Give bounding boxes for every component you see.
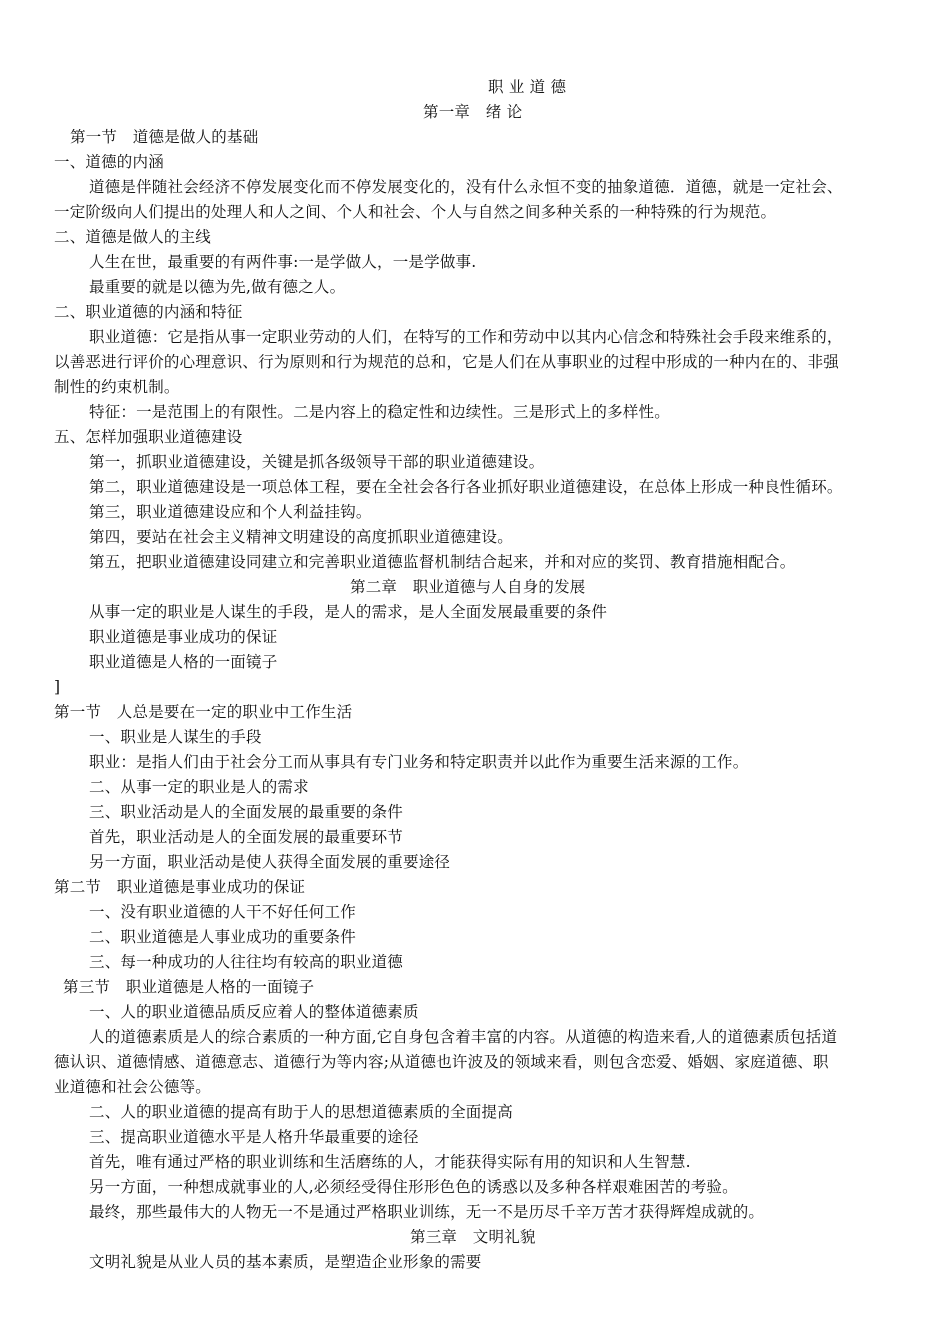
paragraph-line: 制性的约束机制。 [54,378,180,396]
paragraph-line: 一、人的职业道德品质反应着人的整体道德素质 [89,1003,419,1021]
paragraph-line: 最重要的就是以德为先,做有德之人。 [89,278,346,296]
paragraph-line: 职业：是指人们由于社会分工而从事具有专门业务和特定职责并以此作为重要生活来源的工作。 [89,753,749,771]
paragraph-line: 职业道德：它是指从事一定职业劳动的人们，在特写的工作和劳动中以其内心信念和特殊社会手段来维系的， [89,328,843,346]
paragraph-line: 一、没有职业道德的人干不好任何工作 [89,903,356,921]
paragraph-line: 第一，抓职业道德建设，关键是抓各级领导干部的职业道德建设。 [89,453,545,471]
paragraph-line: 职业道德是人格的一面镜子 [89,653,278,671]
section-heading: 第一节 道德是做人的基础 [70,128,259,146]
paragraph-line: 第二，职业道德建设是一项总体工程，要在全社会各行各业抓好职业道德建设，在总体上形成一种良性循环。 [89,478,843,496]
paragraph-line: 职业道德是事业成功的保证 [89,628,278,646]
paragraph-line: 人的道德素质是人的综合素质的一种方面,它自身包含着丰富的内容。从道德的构造来看,人的道德素质包括道 [89,1028,838,1046]
paragraph-line: 特征：一是范围上的有限性。二是内容上的稳定性和边续性。三是形式上的多样性。 [89,403,670,421]
section-heading: 第一节 人总是要在一定的职业中工作生活 [54,703,353,721]
subheading: 一、道德的内涵 [54,153,164,171]
subheading: 五、怎样加强职业道德建设 [54,428,243,446]
paragraph-line: 文明礼貌是从业人员的基本素质，是塑造企业形象的需要 [89,1253,482,1271]
paragraph-line: 第四，要站在社会主义精神文明建设的高度抓职业道德建设。 [89,528,513,546]
stray-bracket: ] [54,678,61,696]
paragraph-line: 首先，职业活动是人的全面发展的最重要环节 [89,828,404,846]
document-title: 职 业 道 德 [488,78,567,96]
chapter-heading: 第一章 绪 论 [423,103,523,121]
paragraph-line: 从事一定的职业是人谋生的手段，是人的需求，是人全面发展最重要的条件 [89,603,608,621]
paragraph-line: 另一方面，一种想成就事业的人,必须经受得住形形色色的诱惑以及多种各样艰难困苦的考验。 [89,1178,738,1196]
paragraph-line: 首先，唯有通过严格的职业训练和生活磨练的人，才能获得实际有用的知识和人生智慧. [89,1153,691,1171]
paragraph-line: 以善恶进行评价的心理意识、行为原则和行为规范的总和，它是人们在从事职业的过程中形成的一种内在的、非强 [54,353,840,371]
section-heading: 第三节 职业道德是人格的一面镜子 [63,978,315,996]
paragraph-line: 三、提高职业道德水平是人格升华最重要的途径 [89,1128,419,1146]
paragraph-line: 一定阶级向人们提出的处理人和人之间、个人和社会、个人与自然之间多种关系的一种特殊的行为规范。 [54,203,777,221]
paragraph-line: 另一方面，职业活动是使人获得全面发展的重要途径 [89,853,451,871]
section-heading: 第二节 职业道德是事业成功的保证 [54,878,306,896]
paragraph-line: 二、从事一定的职业是人的需求 [89,778,309,796]
paragraph-line: 业道德和社会公德等。 [54,1078,212,1096]
paragraph-line: 第五，把职业道德建设同建立和完善职业道德监督机制结合起来，并和对应的奖罚、教育措施相配合。 [89,553,796,571]
paragraph-line: 德认识、道德情感、道德意志、道德行为等内容;从道德也许波及的领域来看，则包含恋爱、婚姻、家庭道德、职 [54,1053,829,1071]
subheading: 二、道德是做人的主线 [54,228,212,246]
chapter-heading: 第三章 文明礼貌 [410,1228,536,1246]
paragraph-line: 二、职业道德是人事业成功的重要条件 [89,928,356,946]
paragraph-line: 二、人的职业道德的提高有助于人的思想道德素质的全面提高 [89,1103,513,1121]
paragraph-line: 第三，职业道德建设应和个人利益挂钩。 [89,503,372,521]
paragraph-line: 最终，那些最伟大的人物无一不是通过严格职业训练，无一不是历尽千辛万苦才获得辉煌成就的。 [89,1203,765,1221]
subheading: 二、职业道德的内涵和特征 [54,303,243,321]
paragraph-line: 道德是伴随社会经济不停发展变化而不停发展变化的，没有什么永恒不变的抽象道德．道德，就是一定社会、 [89,178,843,196]
paragraph-line: 三、每一种成功的人往往均有较高的职业道德 [89,953,404,971]
paragraph-line: 人生在世，最重要的有两件事:一是学做人，一是学做事. [89,253,477,271]
paragraph-line: 一、职业是人谋生的手段 [89,728,262,746]
chapter-heading: 第二章 职业道德与人自身的发展 [350,578,586,596]
paragraph-line: 三、职业活动是人的全面发展的最重要的条件 [89,803,404,821]
